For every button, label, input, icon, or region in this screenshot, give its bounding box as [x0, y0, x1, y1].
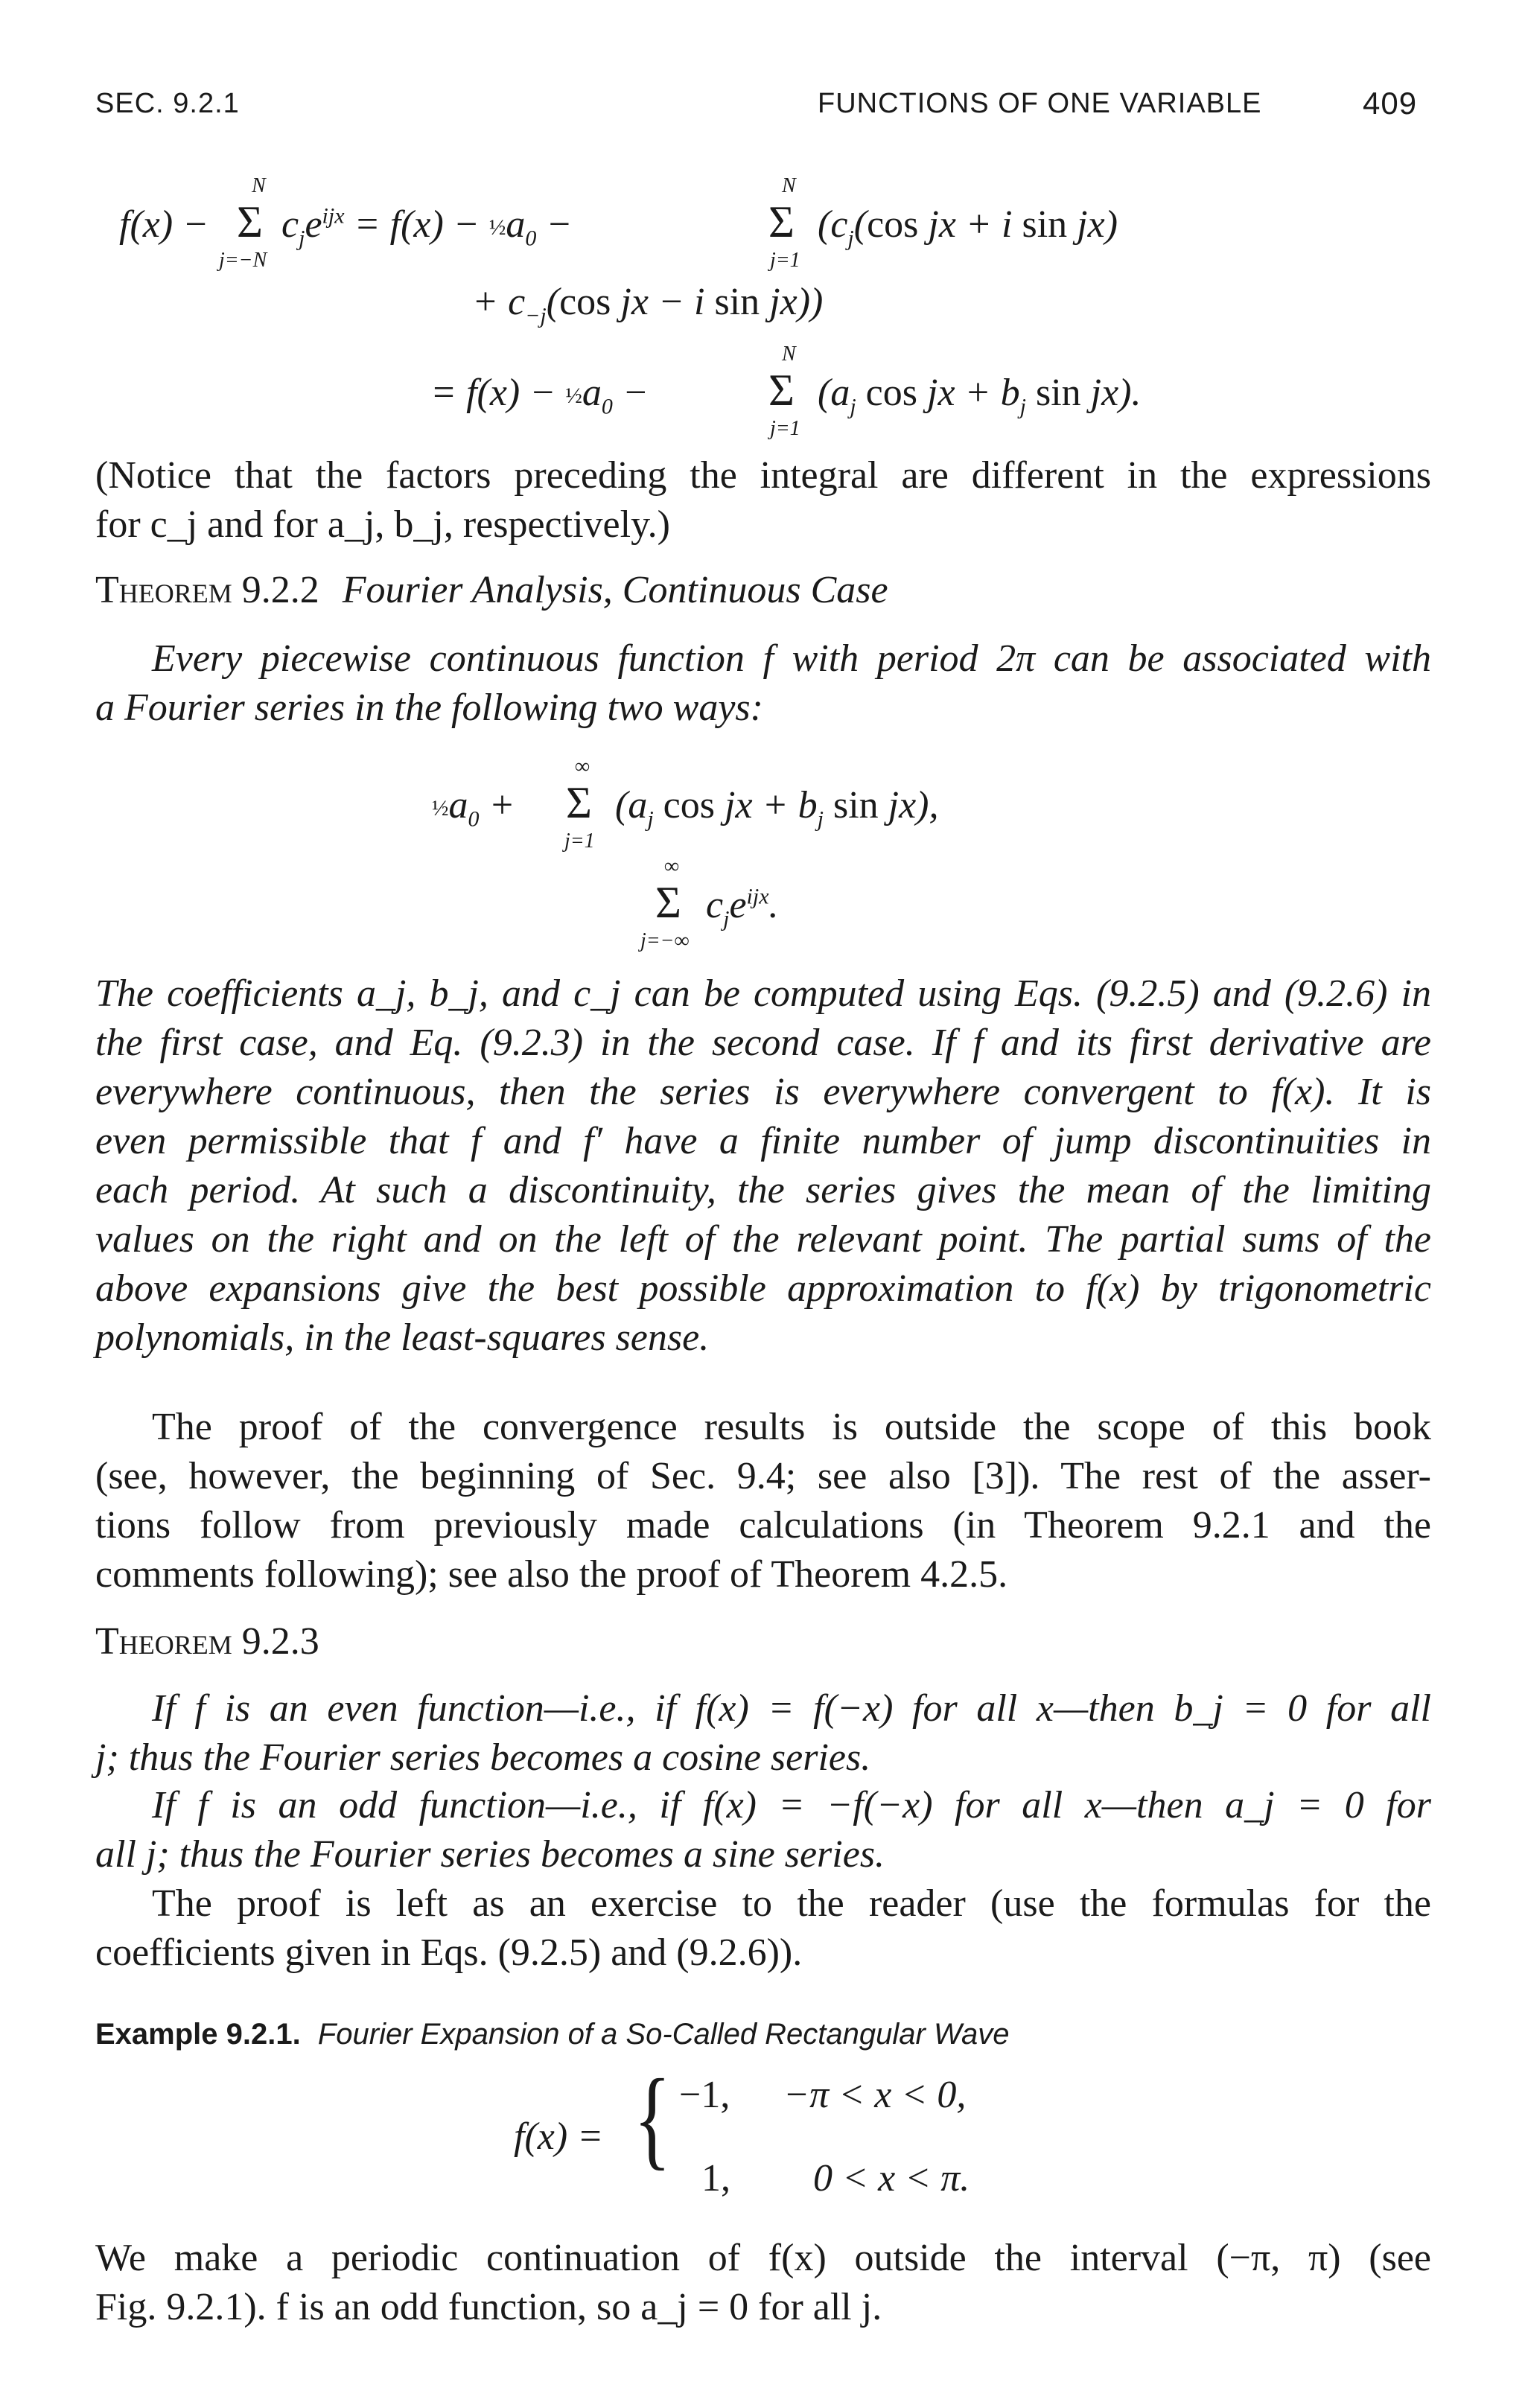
- theorem-922-body: [95, 969, 1431, 1363]
- theorem-923-odd: [95, 1781, 1431, 1879]
- sum-symbol: Σ: [237, 197, 263, 246]
- series-2-upper: ∞: [664, 855, 679, 878]
- sum-symbol-2: Σ: [768, 197, 795, 246]
- series-2-sum-symbol: Σ: [655, 878, 681, 927]
- theorem-body-line-6: values on the right and on the left of the relevant point. The partial sums of the: [95, 1218, 1431, 1261]
- example-title: Fourier Expansion of a So-Called Rectangular Wave: [317, 2018, 1010, 2051]
- even-line-1: If f is an even function—i.e., if f(x) = f(−x) for all x—then b_j = 0 for all: [152, 1687, 1431, 1730]
- section-label: SEC. 9.2.1: [95, 88, 240, 119]
- theorem-body-line-8: polynomials, in the least-squares sense.: [95, 1316, 710, 1359]
- theorem-922-label: Theorem 9.2.2: [95, 569, 319, 611]
- series-2-lower: j=−∞: [640, 929, 690, 952]
- theorem-923-proof-line-1: The proof is left as an exercise to the reader (use the formulas for the: [152, 1882, 1431, 1925]
- theorem-body-line-2: the first case, and Eq. (9.2.3) in the second case. If f and its first derivative are: [95, 1022, 1431, 1064]
- sum-lower-limit-2: j=1: [770, 249, 800, 272]
- equation-line-1: f(x) −: [119, 203, 209, 246]
- case-2-value: 1,: [701, 2157, 730, 2200]
- piecewise-lhs: f(x) =: [514, 2115, 604, 2158]
- running-title: FUNCTIONS OF ONE VARIABLE: [818, 88, 1262, 119]
- series-1-lower: j=1: [564, 829, 595, 853]
- series-1-left: $\frac{1}{2}a_0$ +: [432, 784, 515, 832]
- equation-line-2: + $c_{-j}(\cos$ jx − i sin jx)): [472, 281, 824, 328]
- case-1-value: −1,: [679, 2074, 730, 2116]
- case-1-condition: −π < x < 0,: [783, 2074, 967, 2116]
- piecewise-brace: {: [633, 2057, 672, 2180]
- proof-line-1: The proof of the convergence results is outside the scope of this book: [152, 1406, 1431, 1448]
- odd-line-1: If f is an odd function—i.e., if f(x) = −f(−x) for all x—then a_j = 0 for: [152, 1784, 1431, 1826]
- case-2-condition: 0 < x < π.: [813, 2157, 970, 2200]
- sum-symbol-3: Σ: [768, 366, 795, 415]
- theorem-923-proof-line-2: coefficients given in Eqs. (9.2.5) and (9.2.6)).: [95, 1931, 803, 1974]
- sum-upper-limit-3: N: [782, 343, 796, 366]
- equation-line-1-tail: ($c_j(\cos$ jx + i sin jx): [818, 203, 1118, 251]
- equation-line-3: = $f(x) - \frac{1}{2}a_0$ −: [430, 372, 649, 419]
- notice-line-1: (Notice that the factors preceding the integral are different in the expressions: [95, 454, 1431, 497]
- example-heading: [95, 2018, 1010, 2051]
- series-1-right: ($a_j$ cos jx + $b_j$ sin jx),: [615, 784, 939, 832]
- proof-paragraph: [95, 1403, 1431, 1599]
- statement-line-2: a Fourier series in the following two ways:: [95, 687, 763, 729]
- notice-paragraph: [95, 451, 1431, 550]
- sum-lower-limit: j=−N: [219, 249, 267, 272]
- equation-line-1-rest: $c_je^{ijx} = f(x)$ − $\frac{1}{2}a_0$ −: [281, 203, 573, 251]
- theorem-923-label: Theorem 9.2.3: [95, 1620, 319, 1663]
- statement-line-1: Every piecewise continuous function f with period 2π can be associated with: [152, 637, 1431, 680]
- example-label: Example 9.2.1.: [95, 2018, 301, 2051]
- series-2-term: $c_je^{ijx}$.: [706, 884, 779, 931]
- theorem-922-title: Fourier Analysis, Continuous Case: [342, 569, 888, 611]
- sum-lower-limit-3: j=1: [770, 417, 800, 440]
- series-1-sum-symbol: Σ: [566, 778, 592, 827]
- theorem-923-proof: [95, 1879, 1431, 1978]
- sum-upper-limit-2: N: [782, 174, 796, 197]
- closing-paragraph: [95, 2234, 1431, 2332]
- proof-line-3: tions follow from previously made calculations (in Theorem 9.2.1 and the: [95, 1504, 1431, 1547]
- theorem-body-line-1: The coefficients a_j, b_j, and c_j can be computed using Eqs. (9.2.5) and (9.2.6) in: [95, 972, 1431, 1015]
- theorem-body-line-4: even permissible that f and f′ have a finite number of jump discontinuities in: [95, 1120, 1431, 1162]
- theorem-922-heading: [95, 566, 888, 615]
- theorem-body-line-7: above expansions give the best possible approximation to f(x) by trigonometric: [95, 1267, 1431, 1310]
- sum-upper-limit: N: [252, 174, 266, 197]
- page-number: 409: [1363, 86, 1418, 121]
- series-1-upper: ∞: [575, 755, 590, 778]
- notice-line-2: for c_j and for a_j, b_j, respectively.): [95, 503, 671, 546]
- even-line-2: j; thus the Fourier series becomes a cosine series.: [95, 1736, 871, 1779]
- proof-line-2: (see, however, the beginning of Sec. 9.4; see also [3]). The rest of the asser-: [95, 1455, 1431, 1497]
- closing-line-1: We make a periodic continuation of f(x) outside the interval (−π, π) (see: [95, 2237, 1431, 2279]
- theorem-923-even: [95, 1684, 1431, 1783]
- theorem-922-statement: [95, 634, 1431, 733]
- proof-line-4: comments following); see also the proof of Theorem 4.2.5.: [95, 1553, 1008, 1596]
- theorem-body-line-5: each period. At such a discontinuity, the series gives the mean of the limiting: [95, 1169, 1431, 1211]
- odd-line-2: all j; thus the Fourier series becomes a sine series.: [95, 1833, 885, 1876]
- theorem-body-line-3: everywhere continuous, then the series is everywhere convergent to f(x). It is: [95, 1071, 1431, 1113]
- equation-line-3-tail: ($a_j$ cos jx + $b_j$ sin jx).: [818, 372, 1142, 419]
- closing-line-2: Fig. 9.2.1). f is an odd function, so a_j = 0 for all j.: [95, 2286, 882, 2328]
